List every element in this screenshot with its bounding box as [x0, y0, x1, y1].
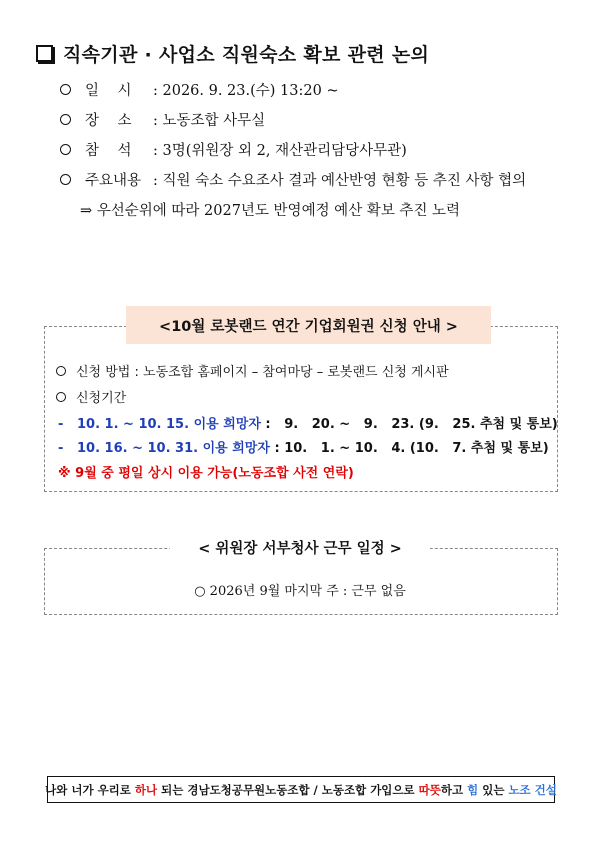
apply-period-label: 신청기간	[76, 391, 127, 406]
chairman-schedule-title: < 위원장 서부청사 근무 일정 >	[170, 534, 430, 560]
robotland-notice-title: <10월 로봇랜드 연간 기업회원권 신청 안내 >	[126, 306, 491, 344]
item-attendees	[60, 139, 407, 160]
slogan-highlight: 노조 건설	[508, 782, 557, 797]
item-place	[60, 109, 265, 130]
section-title-text: 직속기관 · 사업소 직원숙소 확보 관련 논의	[63, 44, 430, 66]
item-value: : 노동조합 사무실	[153, 113, 266, 129]
item-content	[60, 169, 526, 190]
chairman-schedule-text: ○ 2026년 9월 마지막 주 : 근무 없음	[194, 584, 406, 599]
period-row-1	[58, 413, 558, 432]
apply-method	[56, 361, 449, 380]
circle-bullet-icon	[60, 84, 71, 95]
item-label: 주요내용	[85, 173, 142, 189]
weekday-notice: ※ 9월 중 평일 상시 이용 가능(노동조합 사전 연락)	[58, 466, 354, 481]
circle-bullet-icon	[56, 366, 66, 376]
slogan-part: 나와 너가 우리로	[45, 782, 135, 797]
apply-period	[56, 387, 126, 406]
slogan-highlight: 하나	[134, 782, 158, 797]
period-row-2-range: - 10. 16. ~ 10. 31. 이용 희망자	[58, 441, 270, 456]
circle-bullet-icon	[60, 174, 71, 185]
item-label: 장 소	[85, 113, 132, 129]
period-row-2-schedule: : 10. 1. ~ 10. 4. (10. 7. 추첨 및 통보)	[269, 441, 549, 456]
item-date	[60, 79, 339, 100]
item-label: 참 석	[85, 143, 132, 159]
circle-bullet-icon	[56, 392, 66, 402]
period-row-1-schedule: : 9. 20. ~ 9. 23. (9. 25. 추첨 및 통보)	[260, 417, 558, 432]
union-slogan-banner	[47, 776, 555, 803]
follow-up-note: ⇒ 우선순위에 따라 2027년도 반영예정 예산 확보 추진 노력	[80, 203, 461, 219]
slogan-highlight: 따뜻	[418, 782, 441, 797]
circle-bullet-icon	[60, 114, 71, 125]
slogan-part: 하고	[440, 782, 468, 797]
slogan-part: 되는 경남도청공무원노동조합 / 노동조합 가입으로	[157, 782, 419, 797]
apply-method-text: 신청 방법 : 노동조합 홈페이지 – 참여마당 – 로봇랜드 신청 게시판	[76, 365, 449, 380]
item-value: : 2026. 9. 23.(수) 13:20 ~	[153, 83, 339, 99]
circle-bullet-icon	[60, 144, 71, 155]
slogan-highlight: 힘	[467, 782, 479, 797]
item-value: : 3명(위원장 외 2, 재산관리담당사무관)	[153, 143, 407, 159]
checkbox-square-icon	[36, 45, 53, 62]
section-title	[36, 40, 429, 67]
item-label: 일 시	[85, 83, 132, 99]
period-row-1-range: - 10. 1. ~ 10. 15. 이용 희망자	[58, 417, 261, 432]
slogan-part: 있는	[478, 782, 509, 797]
period-row-2	[58, 437, 549, 456]
item-value: : 직원 숙소 수요조사 결과 예산반영 현황 등 추진 사항 협의	[153, 173, 527, 189]
